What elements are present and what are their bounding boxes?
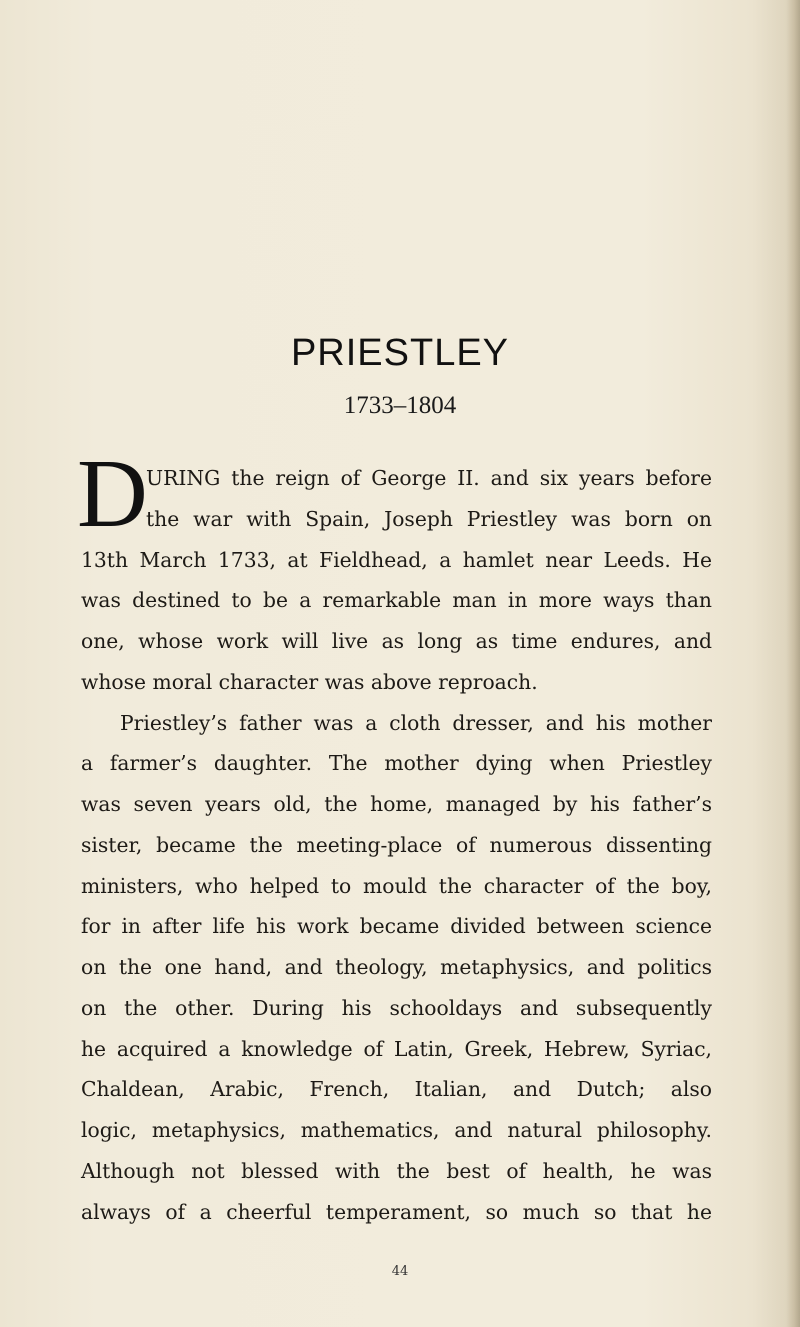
text-line: ministers, who helped to mould the character of the boy, [81, 873, 712, 898]
text-line: Priestley’s father was a cloth dresser, and his mother [120, 710, 712, 735]
chapter-title: PRIESTLEY [290, 332, 510, 374]
text-line: he acquired a knowledge of Latin, Greek, Hebrew, Syriac, [81, 1036, 712, 1061]
body-text [81, 458, 712, 1232]
text-line: sister, became the meeting-place of numerous dissenting [81, 832, 712, 857]
text-line: logic, metaphysics, mathematics, and natural philosophy. [81, 1118, 712, 1142]
text-line: was destined to be a remarkable man in more ways than [81, 588, 712, 613]
text-line: a farmer’s daughter. The mother dying when Priestley [81, 751, 712, 776]
text-line: URING the reign of George II. and six years before [146, 466, 712, 490]
text-line: Chaldean, Arabic, French, Italian, and Dutch; also [81, 1077, 712, 1102]
text-line: on the other. During his schooldays and subsequently [81, 995, 712, 1020]
text-line: whose moral character was above reproach. [81, 669, 538, 694]
drop-cap: D [77, 440, 148, 548]
chapter-dates: 1733–1804 [343, 392, 457, 419]
text-line: Although not blessed with the best of health, he was [81, 1158, 712, 1183]
text-line: always of a cheerful temperament, so much so that he [81, 1199, 712, 1224]
text-line: for in after life his work became divided between science [81, 914, 712, 939]
text-line: one, whose work will live as long as time endures, and [81, 629, 712, 653]
text-line: 13th March 1733, at Fieldhead, a hamlet near Leeds. He [81, 547, 712, 572]
page-edge-shadow [786, 0, 800, 1327]
text-line: the war with Spain, Joseph Priestley was born on [146, 506, 712, 531]
text-line: was seven years old, the home, managed by his father’s [81, 792, 712, 816]
page-number: 44 [391, 1264, 409, 1279]
text-line: on the one hand, and theology, metaphysics, and politics [81, 955, 712, 979]
